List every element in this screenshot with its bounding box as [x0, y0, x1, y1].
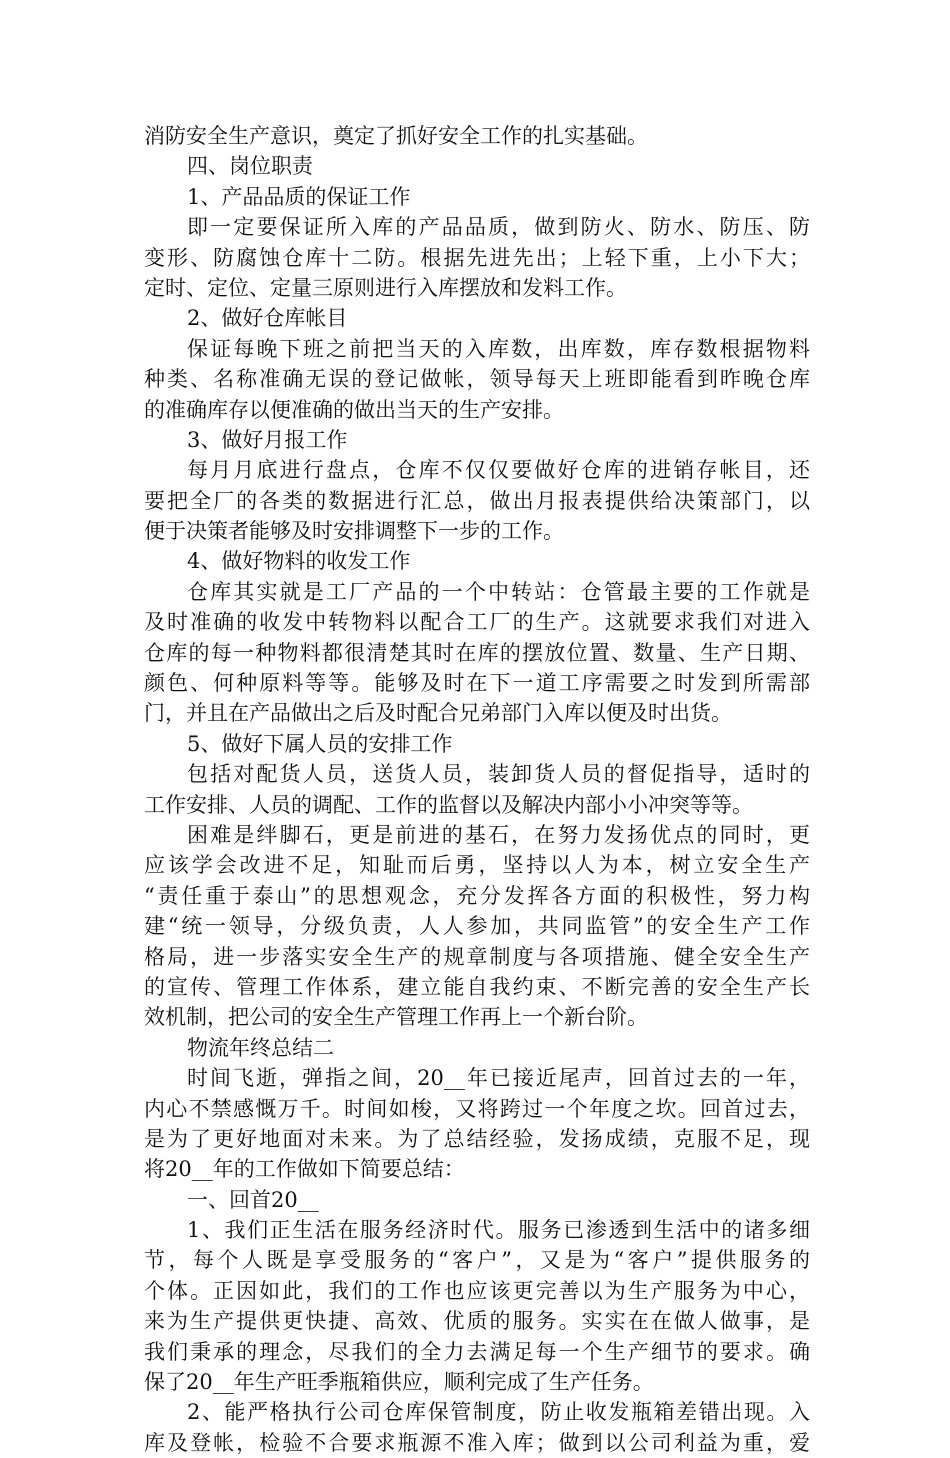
paragraph-first-line: 时间飞逝，弹指之间，20__年已接近尾声，回首过去的一年，: [187, 1066, 810, 1091]
paragraph-line: 要把全厂的各类的数据进行汇总，做出月报表提供给决策部门，以: [144, 488, 810, 513]
paragraph-first-line: 物流年终总结二: [187, 1035, 334, 1060]
paragraph-line: 来为生产提供更快捷、高效、优质的服务。实实在在做人做事，是: [144, 1309, 810, 1334]
paragraph-first-line: 2、能严格执行公司仓库保管制度，防止收发瓶箱差错出现。入: [187, 1400, 810, 1425]
paragraph-line: 应该学会改进不足，知耻而后勇，坚持以人为本，树立安全生产: [144, 853, 810, 878]
paragraph-line: 仓库的每一种物料都很清楚其时在库的摆放位置、数量、生产日期、: [144, 640, 810, 665]
paragraph-first-line: 1、产品品质的保证工作: [187, 184, 411, 209]
paragraph-line: 的准确库存以便准确的做出当天的生产安排。: [144, 397, 564, 422]
paragraph-line: 便于决策者能够及时安排调整下一步的工作。: [144, 519, 564, 544]
paragraph-first-line: 包括对配货人员，送货人员，装卸货人员的督促指导，适时的: [187, 762, 810, 787]
paragraph-first-line: 保证每晚下班之前把当天的入库数，出库数，库存数根据物料: [187, 336, 810, 361]
document-page: [144, 121, 810, 1458]
paragraph-first-line: 每月月底进行盘点，仓库不仅仅要做好仓库的进销存帐目，还: [187, 458, 810, 483]
paragraph-line: 库及登帐，检验不合要求瓶源不准入库；做到以公司利益为重，爱: [144, 1430, 810, 1455]
paragraph-line: 保了20__年生产旺季瓶箱供应，顺利完成了生产任务。: [144, 1370, 654, 1395]
paragraph-first-line: 1、我们正生活在服务经济时代。服务已渗透到生活中的诸多细: [187, 1218, 810, 1243]
paragraph-first-line: 仓库其实就是工厂产品的一个中转站：仓管最主要的工作就是: [187, 579, 810, 604]
paragraph-line: 颜色、何种原料等等。能够及时在下一道工序需要之时发到所需部: [144, 671, 810, 696]
paragraph-line: 我们秉承的理念，尽我们的全力去满足每一个生产细节的要求。确: [144, 1339, 810, 1364]
paragraph-line: 的宣传、管理工作体系，建立能自我约束、不断完善的安全生产长: [144, 974, 810, 999]
paragraph-line: 节，每个人既是享受服务的“客户”，又是为“客户”提供服务的: [144, 1248, 810, 1273]
paragraph-line: 格局，进一步落实安全生产的规章制度与各项措施、健全安全生产: [144, 944, 810, 969]
paragraph-line: 内心不禁感慨万千。时间如梭，又将跨过一个年度之坎。回首过去，: [144, 1096, 810, 1121]
paragraph-line: 工作安排、人员的调配、工作的监督以及解决内部小小冲突等等。: [144, 792, 753, 817]
paragraph-line: 种类、名称准确无误的登记做帐，领导每天上班即能看到昨晚仓库: [144, 367, 810, 392]
paragraph-first-line: 4、做好物料的收发工作: [187, 549, 411, 574]
paragraph-first-line: 四、岗位职责: [187, 154, 313, 179]
paragraph-line: 及时准确的收发中转物料以配合工厂的生产。这就要求我们对进入: [144, 610, 810, 635]
paragraph-line: 消防安全生产意识，奠定了抓好安全工作的扎实基础。: [144, 124, 648, 148]
paragraph-first-line: 5、做好下属人员的安排工作: [187, 731, 453, 756]
paragraph-line: 效机制，把公司的安全生产管理工作再上一个新台阶。: [144, 1005, 648, 1030]
paragraph-first-line: 2、做好仓库帐目: [187, 306, 348, 331]
paragraph-line: 是为了更好地面对未来。为了总结经验，发扬成绩，克服不足，现: [144, 1126, 810, 1151]
paragraph-first-line: 困难是绊脚石，更是前进的基石，在努力发扬优点的同时，更: [187, 822, 810, 847]
paragraph-line: 将20__年的工作做如下简要总结：: [144, 1157, 465, 1182]
paragraph-first-line: 即一定要保证所入库的产品品质，做到防火、防水、防压、防: [187, 215, 810, 240]
paragraph-line: 定时、定位、定量三原则进行入库摆放和发料工作。: [144, 275, 627, 300]
paragraph-first-line: 3、做好月报工作: [187, 427, 348, 452]
paragraph-line: 建“统一领导，分级负责，人人参加，共同监管”的安全生产工作: [144, 914, 810, 939]
paragraph-first-line: 一、回首20__: [187, 1187, 319, 1212]
paragraph-line: 变形、防腐蚀仓库十二防。根据先进先出；上轻下重，上小下大；: [144, 245, 810, 270]
paragraph-line: 个体。正因如此，我们的工作也应该更完善以为生产服务为中心，: [144, 1278, 810, 1303]
paragraph-line: “责任重于泰山”的思想观念，充分发挥各方面的积极性，努力构: [144, 883, 810, 908]
paragraph-line: 门，并且在产品做出之后及时配合兄弟部门入库以便及时出货。: [144, 701, 732, 726]
